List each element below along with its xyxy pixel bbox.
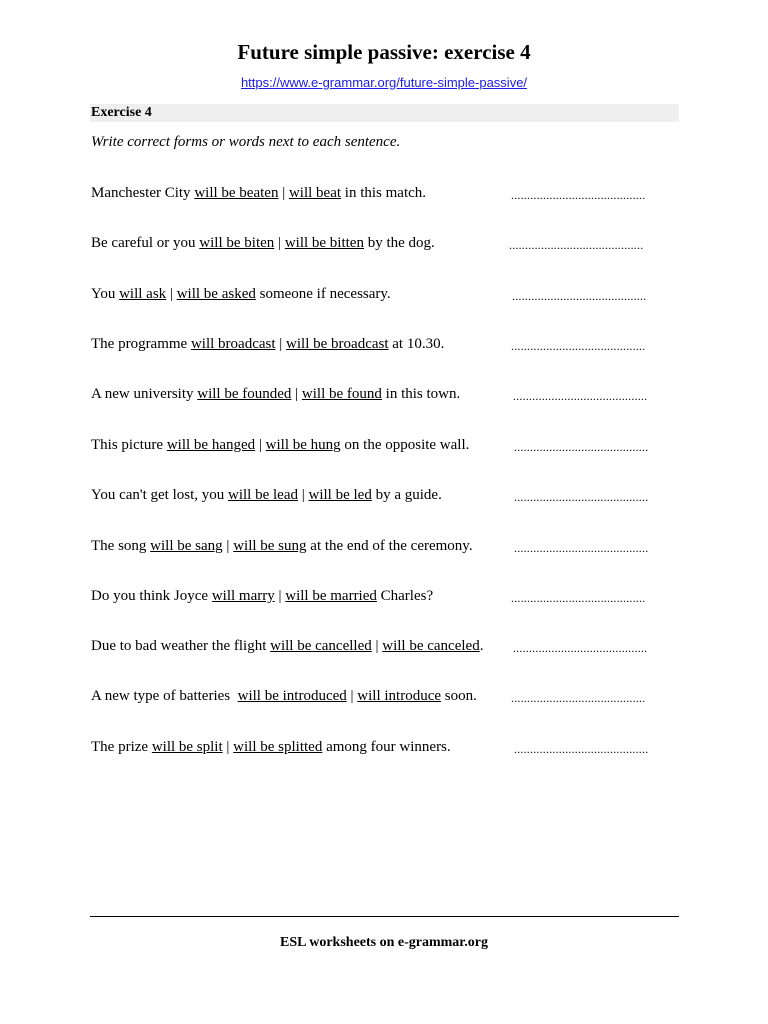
option-separator: |	[274, 588, 286, 604]
option-separator: |	[291, 386, 302, 402]
sentence-text: in this town.	[381, 386, 461, 402]
sentence-text: Do you think Joyce	[91, 588, 212, 604]
sentence-4	[91, 336, 444, 353]
option-separator: |	[275, 336, 287, 352]
sentence-text: .	[479, 638, 484, 654]
sentence-text: at 10.30.	[388, 336, 445, 352]
sentence-text: at the end of the ceremony.	[306, 538, 473, 554]
option-b: will beat	[288, 185, 342, 201]
option-b: will be sung	[233, 538, 307, 554]
sentence-text: on the opposite wall.	[340, 437, 470, 453]
sentence-12	[91, 739, 451, 756]
answer-blank-9[interactable]: ..........................................	[511, 591, 646, 605]
option-b: will introduce	[357, 688, 442, 704]
sentence-7	[91, 487, 442, 504]
answer-blank-12[interactable]: ..........................................	[514, 742, 649, 756]
option-separator: |	[346, 688, 358, 704]
sentence-text: A new university	[91, 386, 198, 402]
option-a: will be founded	[197, 386, 292, 402]
option-a: will marry	[211, 588, 275, 604]
sentence-text: by the dog.	[363, 235, 435, 251]
sentence-text: Manchester City	[91, 185, 195, 201]
sentence-11	[91, 688, 477, 705]
sentence-text: among four winners.	[322, 739, 451, 755]
sentence-text: The prize	[91, 739, 152, 755]
option-a: will be introduced	[237, 688, 347, 704]
option-a: will be cancelled	[270, 638, 372, 654]
option-a: will broadcast	[190, 336, 276, 352]
sentence-text: The programme	[91, 336, 191, 352]
page-title: Future simple passive: exercise 4	[237, 40, 531, 64]
answer-blank-5[interactable]: ..........................................	[513, 389, 648, 403]
sentence-text: The song	[91, 538, 151, 554]
source-link[interactable]: https://www.e-grammar.org/future-simple-passive/	[240, 75, 528, 90]
option-b: will be found	[301, 386, 382, 402]
option-separator: |	[166, 286, 177, 302]
sentence-text: by a guide.	[371, 487, 442, 503]
option-separator: |	[371, 638, 383, 654]
answer-blank-8[interactable]: ..........................................	[514, 541, 649, 555]
sentence-text: in this match.	[341, 185, 427, 201]
option-a: will ask	[119, 286, 167, 302]
answer-blank-1[interactable]: ..........................................	[511, 188, 646, 202]
sentence-text: soon.	[441, 688, 477, 704]
option-a: will be hanged	[166, 437, 256, 453]
option-a: will be split	[151, 739, 223, 755]
option-a: will be lead	[228, 487, 298, 503]
sentence-text: Charles?	[376, 588, 434, 604]
option-b: will be married	[285, 588, 377, 604]
sentence-text: This picture	[91, 437, 167, 453]
option-a: will be sang	[150, 538, 223, 554]
option-separator: |	[255, 437, 266, 453]
sentence-3	[91, 286, 391, 303]
option-a: will be beaten	[194, 185, 279, 201]
option-separator: |	[278, 185, 289, 201]
sentence-10	[91, 638, 483, 655]
answer-blank-11[interactable]: ..........................................	[511, 691, 646, 705]
sentence-text: A new type of batteries	[91, 688, 238, 704]
answer-blank-3[interactable]: ..........................................	[512, 289, 647, 303]
answer-blank-6[interactable]: ..........................................	[514, 440, 649, 454]
option-separator: |	[298, 487, 309, 503]
sentence-text: Be careful or you	[91, 235, 200, 251]
sentence-text: You	[91, 286, 120, 302]
option-b: will be broadcast	[286, 336, 389, 352]
sentence-8	[91, 538, 473, 555]
sentence-2	[91, 235, 435, 252]
sentence-9	[91, 588, 433, 605]
exercise-heading: Exercise 4	[90, 104, 679, 122]
option-b: will be bitten	[284, 235, 364, 251]
sentence-1	[91, 185, 426, 202]
answer-blank-10[interactable]: ..........................................	[513, 641, 648, 655]
option-separator: |	[222, 538, 234, 554]
option-separator: |	[222, 739, 234, 755]
sentence-text: Due to bad weather the flight	[91, 638, 271, 654]
option-b: will be splitted	[233, 739, 323, 755]
answer-blank-2[interactable]: ..........................................	[509, 238, 644, 252]
sentence-text: You can't get lost, you	[91, 487, 229, 503]
option-separator: |	[274, 235, 285, 251]
sentence-5	[91, 386, 460, 403]
sentence-text: someone if necessary.	[255, 286, 391, 302]
option-b: will be hung	[265, 437, 341, 453]
answer-blank-4[interactable]: ..........................................	[511, 339, 646, 353]
option-b: will be canceled	[382, 638, 480, 654]
option-b: will be led	[308, 487, 372, 503]
sentence-6	[91, 437, 469, 454]
option-a: will be biten	[199, 235, 275, 251]
footer-divider	[90, 916, 679, 917]
instruction-text: Write correct forms or words next to each sentence.	[91, 134, 401, 150]
option-b: will be asked	[176, 286, 256, 302]
answer-blank-7[interactable]: ..........................................	[514, 490, 649, 504]
footer-text: ESL worksheets on e-grammar.org	[280, 935, 488, 950]
